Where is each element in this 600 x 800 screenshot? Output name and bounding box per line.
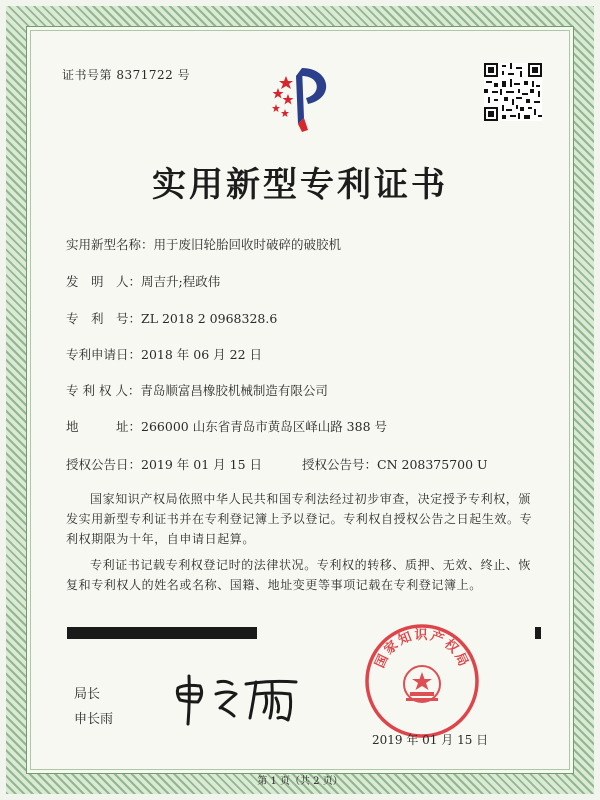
seal-date: 2019 年 01 月 15 日: [372, 733, 489, 747]
field-value: 周吉升;程政伟: [141, 274, 221, 289]
field-label: 专 利 权 人：: [66, 383, 141, 398]
director-title: 局长: [74, 687, 101, 702]
field-value: 用于废旧轮胎回收时破碎的破胶机: [153, 237, 342, 252]
field-label: 授权公告日：: [66, 457, 142, 472]
director-signature: [170, 668, 310, 728]
svg-text:国家知识产权局: 国家知识产权局: [372, 628, 472, 671]
cnipa-logo-icon: [258, 58, 340, 140]
field-value: 青岛顺富昌橡胶机械制造有限公司: [140, 383, 328, 398]
field-value: 2018 年 06 月 22 日: [141, 347, 263, 362]
field-address: [66, 417, 387, 435]
certificate-number: [62, 66, 190, 83]
field-label: 授权公告号：: [302, 457, 378, 472]
field-patent-number: [66, 309, 277, 327]
qr-code-icon: [484, 63, 542, 121]
field-label: 实用新型名称：: [66, 237, 154, 252]
field-grant-date: [66, 455, 262, 473]
certificate-number-value: 8371722: [116, 68, 174, 82]
official-seal: [363, 622, 481, 740]
field-value: CN 208375700 U: [377, 457, 488, 472]
certificate-title: 实用新型专利证书: [152, 165, 448, 205]
marker-strip: [535, 627, 541, 639]
field-inventor: [66, 272, 220, 290]
field-label: 地 址：: [66, 419, 142, 434]
statement-paragraph-2: 专利证书记载专利权登记时的法律状况。专利权的转移、质押、无效、终止、恢复和专利权人的姓名或名称、国籍、地址变更等事项记载在专利登记簿上。: [66, 558, 532, 592]
field-label: 专 利 号：: [66, 311, 142, 326]
field-filing-date: [66, 345, 262, 363]
director-name: 申长雨: [74, 712, 114, 727]
statement-paragraph-1: 国家知识产权局依照中华人民共和国专利法经过初步审查，决定授予专利权，颁发实用新型专利证书并在专利登记簿上予以登记。专利权自授权公告之日起生效。专利权期限为十年，自申请日起算。: [66, 492, 533, 546]
field-value: 266000 山东省青岛市黄岛区峄山路 388 号: [141, 419, 388, 434]
barcode-strip: [67, 627, 257, 639]
certificate-number-suffix: 号: [177, 68, 191, 82]
field-label: 专利申请日：: [66, 347, 142, 362]
certificate-number-label: 证书号第: [62, 68, 113, 82]
field-utility-model-name: [66, 235, 341, 253]
field-value: ZL 2018 2 0968328.6: [141, 311, 278, 326]
field-patentee: [66, 381, 328, 399]
page-indicator: 第 1 页（共 2 页）: [257, 776, 343, 787]
field-value: 2019 年 01 月 15 日: [141, 457, 263, 472]
field-label: 发 明 人：: [66, 274, 142, 289]
field-grant-number: [302, 455, 488, 473]
